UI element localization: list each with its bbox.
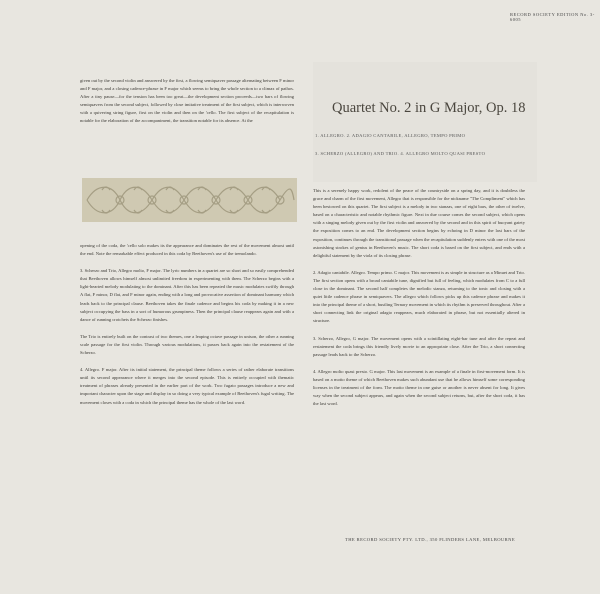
paragraph: 2. Adagio cantabile. Allegro. Tempo primo. C major. This movement is as simple in structure as a Minuet and Trio. The first section opens with a broad cantabile tune, dignified but full of feeling, which modulates from C to a full close in the dominant. The second half completes the melodic stanza, returning to the tonic and closing with a quiet little cadence phrase in semiquavers. The allegro which follows picks up this cadence phrase and makes it into the principal theme of a short, bustling Ternary movement in which its rhythm is preserved throughout. After a short connecting link the original adagio reappears, much elaborated in phrase, but not essentially altered in structure.: [313, 269, 525, 324]
paragraph: 4. Allegro. F major. After its initial statement, the principal theme follows a series of rather elaborate transitions until its second appearance where it merges into the second episode. This is entirely occupied with thematic treatment of phrases already presented in the earlier part of the work. Two fugato passages introduce a new and important character upon the stage and display in so doing a very typical example of Beethoven's fugal writing. The movement closes with a coda in which the principal theme has the whole of the last word.: [80, 367, 294, 405]
right-column: [313, 187, 525, 417]
movement-row: 1. ALLEGRO. 2. ADAGIO CANTABILE, ALLEGRO, TEMPO PRIMO: [315, 133, 466, 138]
paragraph: 3. Scherzo, Allegro, G major. The movement opens with a scintillating eight-bar tune and after the repeat and restatement the coda brings this friendly lively movie to an appropriate close. After the Trio, a short connecting passage leads back to the Scherzo.: [313, 335, 525, 357]
left-column-bottom: [80, 242, 294, 416]
title-panel: [313, 62, 537, 182]
paragraph: The Trio is entirely built on the contrast of two themes, one a leaping octave passage in unison, the other a running scale passage for the first violin. Through various modulations, it passes back again into the restatement of the Scherzo.: [80, 333, 294, 356]
movement-list: [313, 127, 537, 163]
paragraph: opening of the coda, the 'cello solo makes its the appearance and dominates the rest of the movement almost until the end. Note the remarkable effect produced in this coda by Beethoven's use of the tremolando.: [80, 243, 294, 257]
scroll-ornament-icon: [82, 178, 297, 222]
page-title: Quartet No. 2 in G Major, Op. 18: [332, 100, 526, 116]
ornamental-banner: [82, 178, 297, 222]
left-column-top: [80, 77, 294, 135]
paragraph: This is a serenely happy work, redolent of the peace of the countryside on a spring day, and it is doubtless the grace and charm of the first movement, Allegro that is responsible for the nickname "The Compliment" which has been bestowed on this quartet. The first subject is a melody in two stanzas, one of eight bars, the other of twelve, based on a characteristic and notable rhythmic figure. Next in due course comes the second subject, which opens with a singing melody given out by the first violin and answered by the second and in this spirit of buoyant gaiety the exposition comes to an end. The development section begins by echoing in D minor the last bars of the exposition, continues through the transitional passage when the recapitulation suddenly enters with one of the most astonishing strokes of genius in Beethoven's music. The short coda is based on the first subject, and ends with a delightful statement by the viola of its closing phrase.: [313, 188, 525, 258]
edition-label: RECORD SOCIETY EDITION No. 3-6005: [510, 12, 595, 22]
paragraph: 3. Scherzo and Trio, Allegro molto, F major. The lyric numbers in a quartet are so short and so easily comprehended that Beethoven allows himself almost unlimited freedom in experimenting with them. The Scherzo begins with a light-hearted melody modulating to the dominant. After this has been repeated the music modulates swiftly through A flat, F minor, D flat, and F minor again, ending with a long and provocative assertion of dominant harmony which leads back to the principal clause. Beethoven takes the finale cadence and begins his coda by making it in a new subject occupying the bass in a sort of humorous grumpiness. Then the principal clause reappears again and with a dance of running crotchets the Scherzo finishes.: [80, 268, 294, 322]
paragraph: 4. Allegro molto quasi presto. G major. This last movement is an example of a finale in first-movement form. It is based on a motto theme of which Beethoven makes such abundant use that he allows himself some corresponding licenses in the treatment of the form. The motto theme in one guise or another is never absent for long. It gives way when the second subject appears, and again when the second subject returns, but, after the short coda, it has the last word.: [313, 368, 525, 407]
paragraph: given out by the second violin and answered by the first, a flowing semiquaver passage alternating between F minor and F major, and a closing cadence-phrase in F major which seems to bring the whole section to a climax of pathos. After a tiny pause—for the tension has been too great—the development section proceeds—two bars of flowing semiquavers from the second subject, followed by close imitative treatment of the first subject, which is interwoven with a quivering string figure, first on the violin and then on the 'cello. The first subject of the recapitulation is notable for the elaboration of the accompaniment, the transition notable for its absence. At the: [80, 78, 294, 124]
publisher-footer: THE RECORD SOCIETY PTY. LTD., 350 FLINDERS LANE, MELBOURNE: [345, 537, 516, 542]
movement-row: 3. SCHERZO (ALLEGRO) AND TRIO. 4. ALLEGRO MOLTO QUASI PRESTO: [315, 151, 486, 156]
